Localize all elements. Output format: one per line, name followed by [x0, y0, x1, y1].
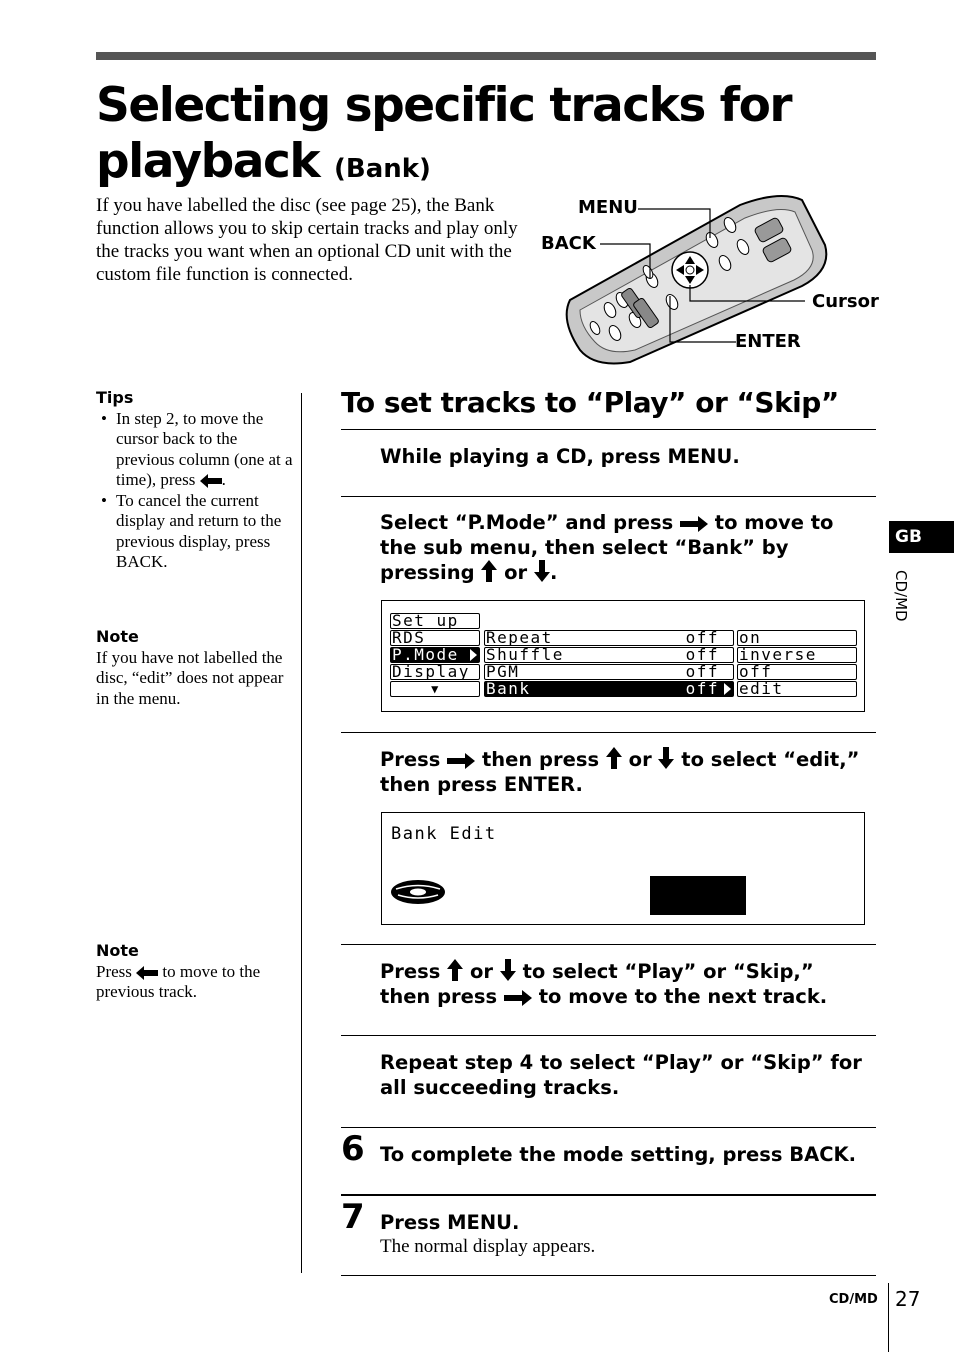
step-4-c: to select “Play” or “Skip,” then press	[380, 960, 814, 1008]
tip2-text: To cancel the current display and return to the previous display, press BACK.	[116, 490, 282, 571]
lcd-option-on: on	[737, 630, 857, 646]
divider	[341, 429, 876, 430]
step-4-d: to move to the next track.	[538, 985, 828, 1008]
step-6-number: 6	[341, 1129, 365, 1169]
tips-heading: Tips	[96, 388, 134, 407]
triangle-right-icon	[724, 683, 731, 695]
page-number: 27	[895, 1287, 921, 1311]
lcd-option-inverse: inverse	[737, 647, 857, 663]
divider	[341, 1194, 876, 1196]
step-2-b: to move to the sub menu, then select “Bank” by pressing	[380, 511, 834, 584]
lcd-scroll-down: ▼	[390, 681, 480, 697]
title-suffix: (Bank)	[334, 154, 431, 184]
title-line2	[96, 134, 886, 197]
page-title	[96, 78, 886, 197]
divider	[341, 1127, 876, 1128]
tip-item	[96, 491, 294, 573]
step-3	[380, 747, 870, 797]
lcd-row-name: Shuffle	[486, 647, 564, 663]
step-7: Press MENU.	[380, 1211, 520, 1234]
note2-heading: Note	[96, 941, 139, 960]
intro-paragraph: If you have labelled the disc (see page 25), the Bank function allows you to skip certain tracks and play only the tracks you want when an optional CD unit with the custom file function is connected.	[96, 195, 518, 285]
step-3-b: then press	[481, 748, 600, 771]
note2-post: to move to the previous track.	[96, 961, 261, 1001]
step-2-a: Select “P.Mode” and press	[380, 511, 674, 534]
arrow-down-icon	[658, 747, 674, 769]
footer-divider	[888, 1283, 889, 1352]
lcd-item-pmode-label: P.Mode	[392, 647, 459, 663]
lcd-item-pmode	[390, 647, 480, 663]
step-4-a: Press	[380, 960, 441, 983]
step-1: While playing a CD, press MENU.	[380, 445, 740, 468]
divider	[341, 732, 876, 733]
back-label: BACK	[541, 233, 596, 254]
lcd-row-repeat	[484, 630, 734, 646]
top-rule	[96, 52, 876, 60]
lcd-row-value: off	[685, 664, 719, 680]
divider	[341, 1275, 876, 1276]
lcd-row-value: off	[685, 630, 719, 646]
disc-icon	[390, 879, 446, 905]
lcd-row-value: off	[685, 681, 719, 697]
step-3-d: to select “edit,” then press ENTER.	[380, 748, 860, 796]
divider	[341, 1035, 876, 1036]
lcd-row-name: Bank	[486, 681, 531, 697]
arrow-up-icon	[481, 560, 497, 582]
step-5: Repeat step 4 to select “Play” or “Skip” for all succeeding tracks.	[380, 1051, 862, 1099]
lcd-row-pgm	[484, 664, 734, 680]
step-2: Select “P.Mode” and press to move to the sub menu, then select “Bank” by pressing or .	[380, 511, 834, 584]
divider	[341, 496, 876, 497]
arrow-down-icon	[534, 560, 550, 582]
note2-pre: Press	[96, 961, 132, 981]
lcd-bank-edit-text: Bank Edit	[391, 824, 497, 844]
arrow-up-icon	[447, 959, 463, 981]
note1-heading: Note	[96, 627, 139, 646]
sidebar-divider	[301, 393, 302, 1273]
arrow-left-icon	[136, 966, 158, 980]
step-3-a: Press	[380, 748, 441, 771]
lcd-cursor-block	[650, 876, 746, 915]
menu-label: MENU	[578, 197, 638, 218]
note-block-1	[96, 627, 294, 709]
step-7-number: 7	[341, 1197, 365, 1237]
arrow-down-icon	[500, 959, 516, 981]
lcd-row-shuffle	[484, 647, 734, 663]
footer-section: CD/MD	[829, 1292, 878, 1307]
divider	[341, 944, 876, 945]
lcd-row-name: Repeat	[486, 630, 553, 646]
lcd-bank-edit-display	[381, 812, 865, 925]
title-line2-text: playback	[96, 134, 320, 189]
section-tab-label: CD/MD	[892, 570, 910, 622]
tip-bullet: •	[101, 408, 107, 428]
arrow-left-icon	[200, 474, 222, 488]
triangle-right-icon	[470, 649, 477, 661]
tip-item: • In step 2, to move the cursor back to the previous column (one at a time), press .	[101, 408, 293, 489]
lcd-menu-display	[381, 600, 865, 712]
section-heading: To set tracks to “Play” or “Skip”	[341, 386, 839, 419]
lcd-row-name: PGM	[486, 664, 520, 680]
language-tab: GB	[889, 521, 954, 553]
arrow-right-icon	[447, 753, 475, 769]
lcd-row-value: off	[685, 647, 719, 663]
step-4-b: or	[469, 960, 493, 983]
enter-label: ENTER	[735, 331, 801, 352]
lcd-option-off: off	[737, 664, 857, 680]
tips-block	[96, 388, 294, 573]
cursor-label: Cursor	[812, 291, 879, 312]
lcd-item-setup: Set up	[390, 613, 480, 629]
note-block-2	[96, 941, 294, 1003]
title-line1: Selecting specific tracks for	[96, 78, 792, 133]
arrow-right-icon	[504, 990, 532, 1006]
lcd-item-rds: RDS	[390, 630, 480, 646]
arrow-right-icon	[680, 516, 708, 532]
lcd-row-bank	[484, 681, 734, 697]
lcd-option-edit: edit	[737, 681, 857, 697]
step-6: To complete the mode setting, press BACK.	[380, 1143, 857, 1166]
note2-text	[96, 962, 294, 1003]
step-2-c: or	[504, 561, 528, 584]
tip-bullet: •	[101, 490, 107, 510]
arrow-up-icon	[606, 747, 622, 769]
tip1-text: In step 2, to move the cursor back to the previous column (one at a time), press	[116, 408, 293, 489]
note1-text: If you have not labelled the disc, “edit” does not appear in the menu.	[96, 647, 284, 708]
step-3-c: or	[628, 748, 652, 771]
step-4	[380, 959, 870, 1009]
lcd-item-display: Display	[390, 664, 480, 680]
step-7-note: The normal display appears.	[380, 1236, 596, 1257]
